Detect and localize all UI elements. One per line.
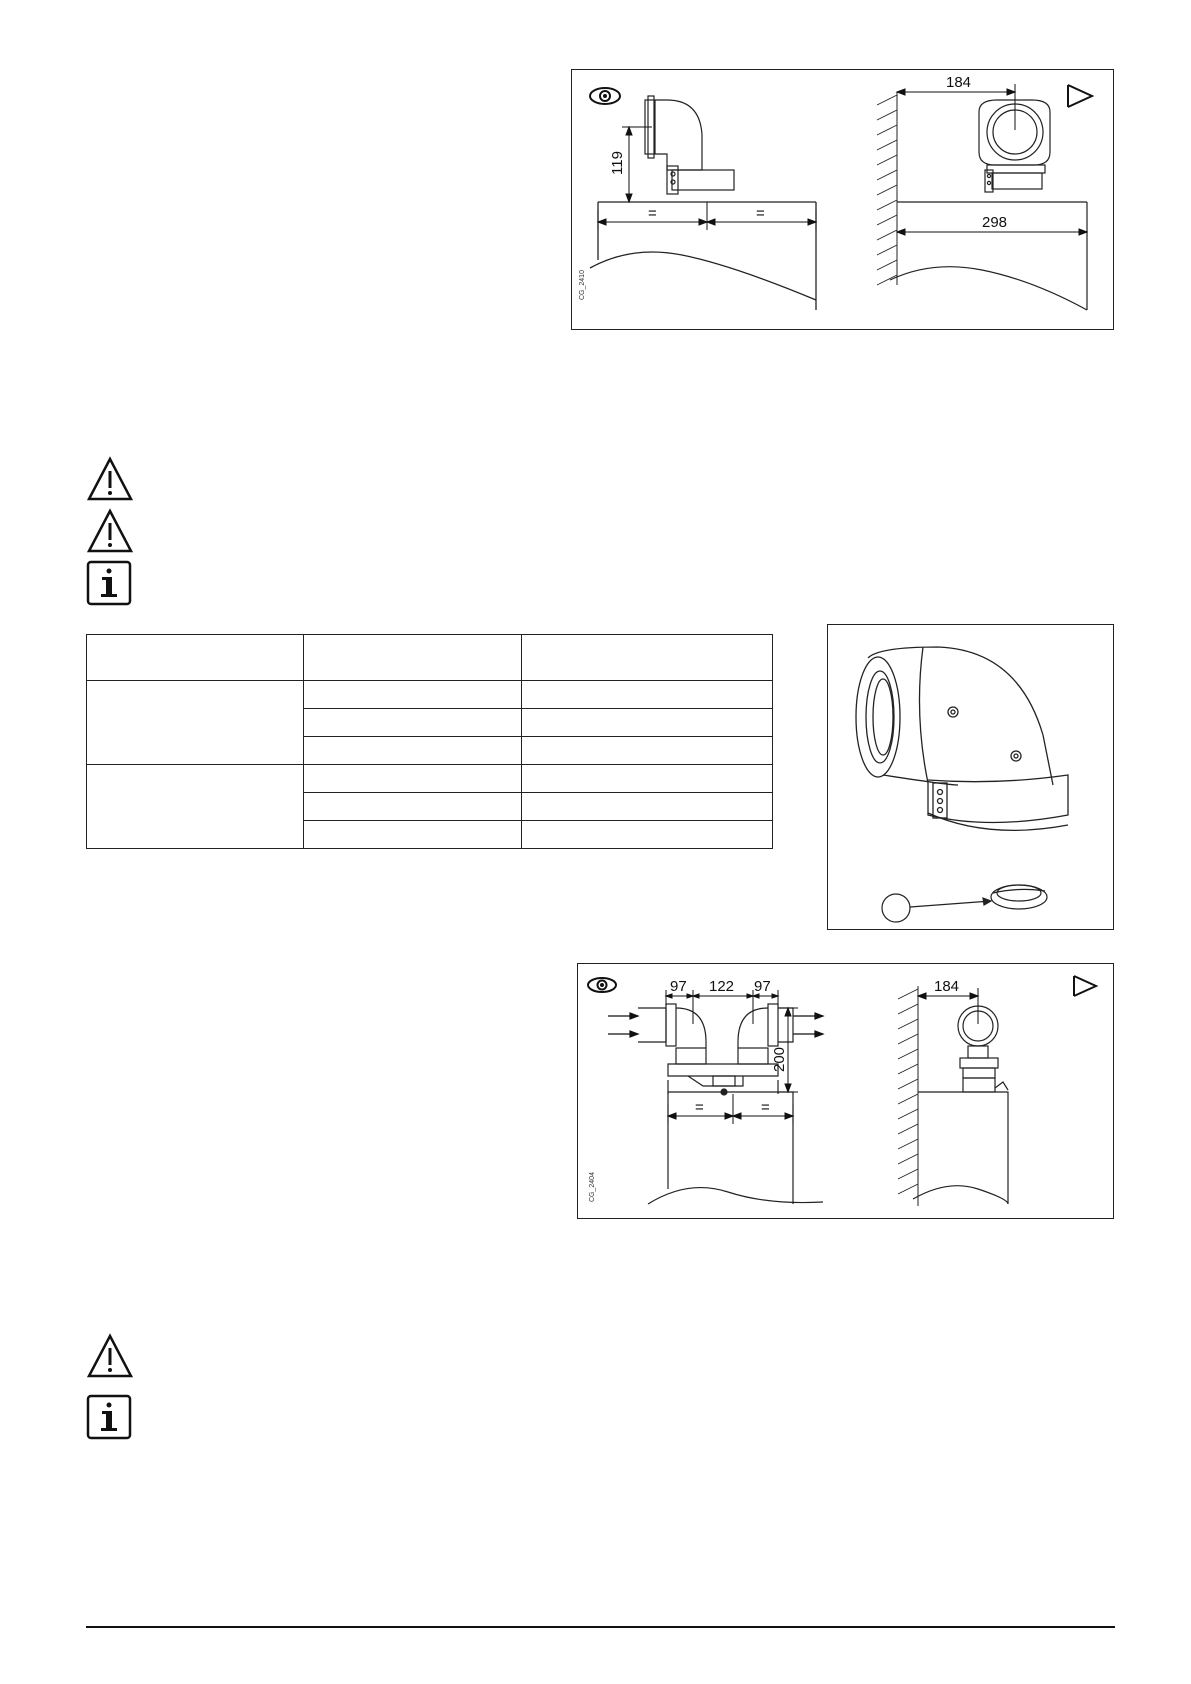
side-view-icon (1074, 976, 1096, 996)
side-view-icon (1068, 85, 1092, 107)
gasket-ring-drawing (991, 885, 1047, 909)
table-cell (522, 821, 773, 849)
table-row (87, 681, 773, 709)
table-cell (522, 737, 773, 765)
warning-triangle-icon (86, 1333, 134, 1379)
table-cell (522, 681, 773, 709)
elbow-front-view (645, 96, 734, 194)
info-icon (86, 560, 132, 606)
figure-code: CG_2410 (579, 270, 586, 300)
dim-center-gap: 122 (709, 978, 735, 995)
table-group-label (87, 681, 304, 765)
dim-wall-to-axis: 184 (946, 74, 972, 91)
callout-circle (882, 894, 910, 922)
dim-right-half: = (756, 205, 765, 222)
elbow-fitting-drawing (856, 647, 1068, 830)
dim-left-half: = (695, 1099, 704, 1116)
dim-right-half: = (761, 1099, 770, 1116)
dim-wall-to-edge: 298 (982, 214, 1008, 231)
table-header-cell (87, 635, 304, 681)
figure-split-flue-dimensions (577, 963, 1114, 1219)
wall-hatch (877, 92, 897, 285)
table-cell (304, 821, 522, 849)
specification-table (86, 634, 773, 849)
footer-rule (86, 1626, 1115, 1628)
figure-concentric-elbow-dimensions (571, 69, 1114, 330)
table-cell (304, 765, 522, 793)
table-header-row (87, 635, 773, 681)
table-cell (304, 793, 522, 821)
wall-hatch (898, 986, 918, 1206)
eye-icon (590, 88, 620, 104)
table-cell (304, 709, 522, 737)
table-group-label (87, 765, 304, 849)
table-row (87, 765, 773, 793)
dim-left-half: = (648, 205, 657, 222)
table-cell (304, 681, 522, 709)
figure-code: CG_2404 (589, 1172, 596, 1202)
dim-height-label: 119 (609, 151, 626, 175)
table-header-cell (522, 635, 773, 681)
table-cell (522, 793, 773, 821)
dim-right-pipe: 97 (754, 978, 771, 995)
elbow-side-view (890, 100, 1087, 310)
warning-triangle-icon (86, 508, 134, 554)
warning-triangle-icon (86, 456, 134, 502)
table-cell (304, 737, 522, 765)
table-header-cell (304, 635, 522, 681)
dim-left-pipe: 97 (670, 978, 687, 995)
figure-elbow-kit (827, 624, 1114, 930)
info-icon (86, 1394, 132, 1440)
table-cell (522, 765, 773, 793)
dim-height-label: 200 (771, 1046, 788, 1072)
split-adapter-side-view (913, 1006, 1008, 1204)
dim-wall-to-axis: 184 (934, 978, 960, 995)
table-cell (522, 709, 773, 737)
eye-icon (588, 978, 616, 992)
